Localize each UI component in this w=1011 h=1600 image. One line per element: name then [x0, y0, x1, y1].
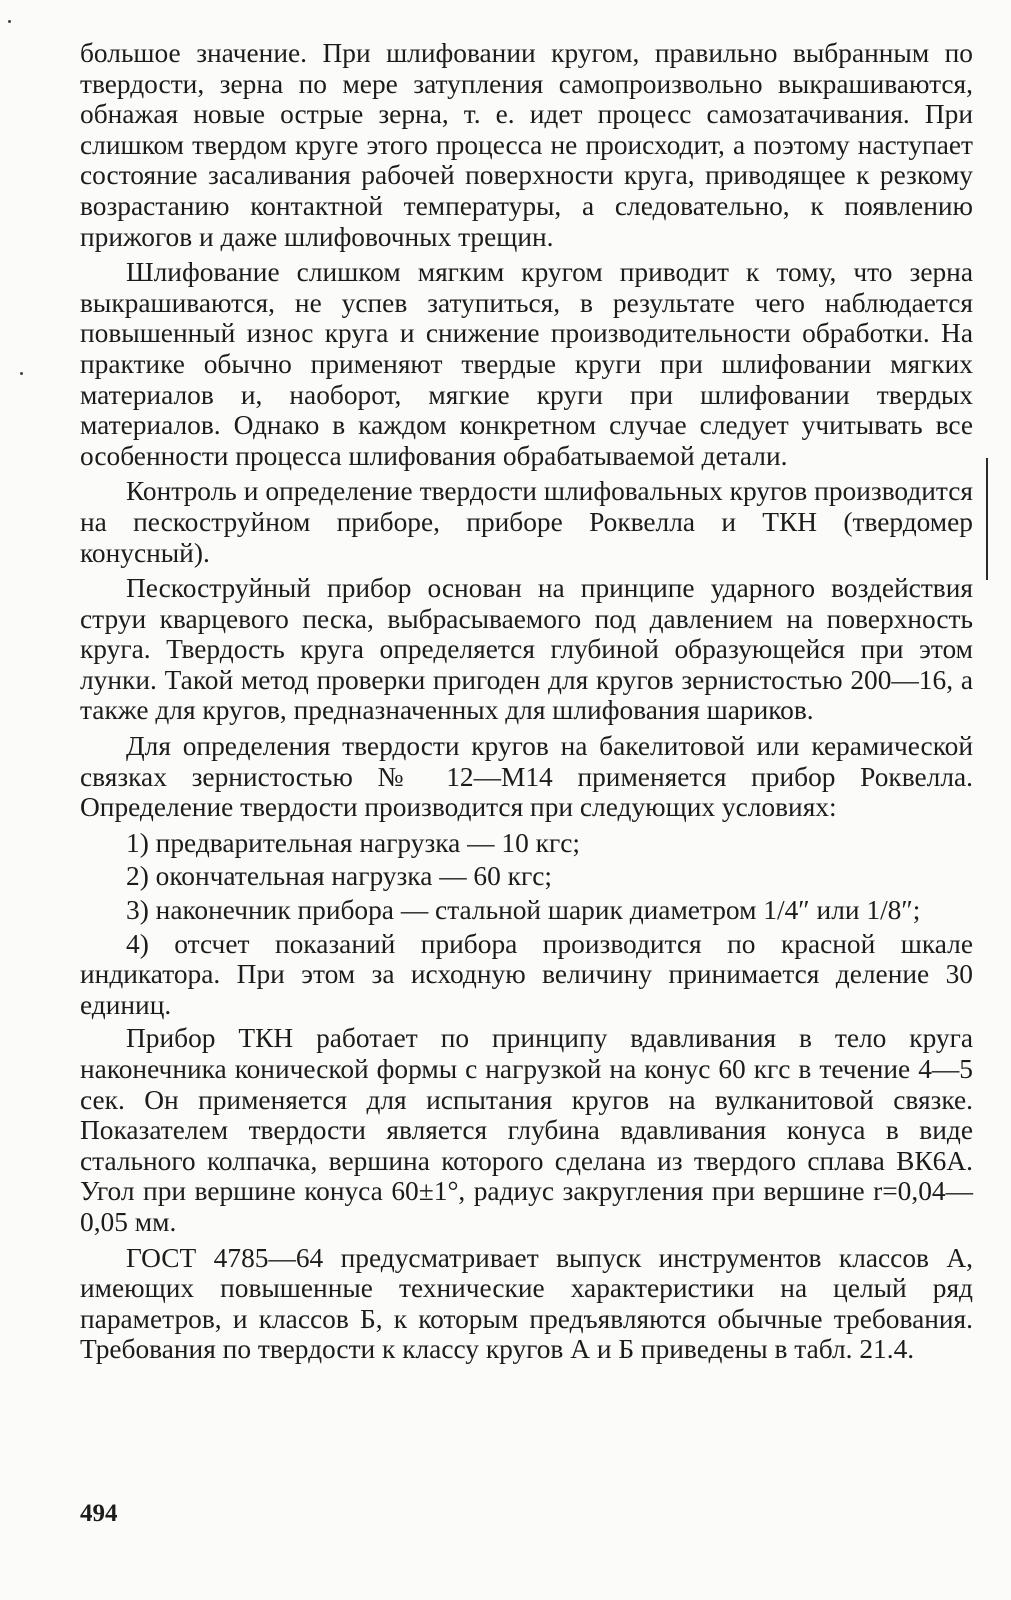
scan-speck [8, 20, 11, 23]
page-number: 494 [80, 1500, 118, 1527]
paragraph-soft-wheel: Шлифование слишком мягким кругом приводит к тому, что зерна выкрашиваются, не успев затупиться, в результате чего наблюдается повышенный износ круга и снижение производительности обработки. На практике обычно применяют твердые круги при шлифовании мягких материалов и, наоборот, мягкие круги при шлифовании твердых материалов. Однако в каждом конкретном случае следует учитывать все особенности процесса шлифования обрабатываемой детали. [80, 257, 973, 471]
paragraph-gost-standard: ГОСТ 4785—64 предусматривает выпуск инструментов классов А, имеющих повышенные технические характеристики на целый ряд параметров, и классов Б, к которым предъявляются обычные требования. Требования по твердости к классу кругов А и Б приведены в табл. 21.4. [80, 1242, 973, 1365]
condition-item: 4) отсчет показаний прибора производится по красной шкале индикатора. При этом за исходную величину принимается деление 30 единиц. [80, 928, 973, 1020]
condition-item: 3) наконечник прибора — стальной шарик диаметром 1/4″ или 1/8″; [126, 895, 921, 926]
condition-item: 2) окончательная нагрузка — 60 кгс; [126, 861, 552, 892]
margin-rule [986, 458, 988, 580]
page-body-text [80, 38, 973, 1370]
conditions-list [80, 828, 973, 1021]
paragraph-sandblast-device: Пескоструйный прибор основан на принципе ударного воздействия струи кварцевого песка, выбрасываемого под давлением на поверхность круга. Твердость круга определяется глубиной образующейся при этом лунки. Такой метод проверки пригоден для кругов зернистостью 200—16, а также для кругов, предназначенных для шлифования шариков. [80, 573, 973, 726]
paragraph-hardness-control: Контроль и определение твердости шлифовальных кругов производится на пескоструйном приборе, приборе Роквелла и ТКН (твердомер конусный). [80, 476, 973, 568]
scan-speck [20, 372, 23, 375]
paragraph-rockwell-device: Для определения твердости кругов на бакелитовой или керамической связках зернистостью № 12—М14 применяется прибор Роквелла. Определение твердости производится при следующих условиях: [80, 731, 973, 823]
paragraph-continued: большое значение. При шлифовании кругом, правильно выбранным по твердости, зерна по мере затупления самопроизвольно выкрашиваются, обнажая новые острые зерна, т. е. идет процесс самозатачивания. При слишком твердом круге этого процесса не происходит, а поэтому наступает состояние засаливания рабочей поверхности круга, приводящее к резкому возрастанию контактной температуры, а следовательно, к появлению прижогов и даже шлифовочных трещин. [80, 38, 973, 252]
paragraph-tkn-device: Прибор ТКН работает по принципу вдавливания в тело круга наконечника конической формы с нагрузкой на конус 60 кгс в течение 4—5 сек. Он применяется для испытания кругов на вулканитовой связке. Показателем твердости является глубина вдавливания конуса в виде стального колпачка, вершина которого сделана из твердого сплава ВК6А. Угол при вершине конуса 60±1°, радиус закругления при вершине r=0,04—0,05 мм. [80, 1023, 973, 1237]
condition-item: 1) предварительная нагрузка — 10 кгс; [126, 827, 580, 858]
